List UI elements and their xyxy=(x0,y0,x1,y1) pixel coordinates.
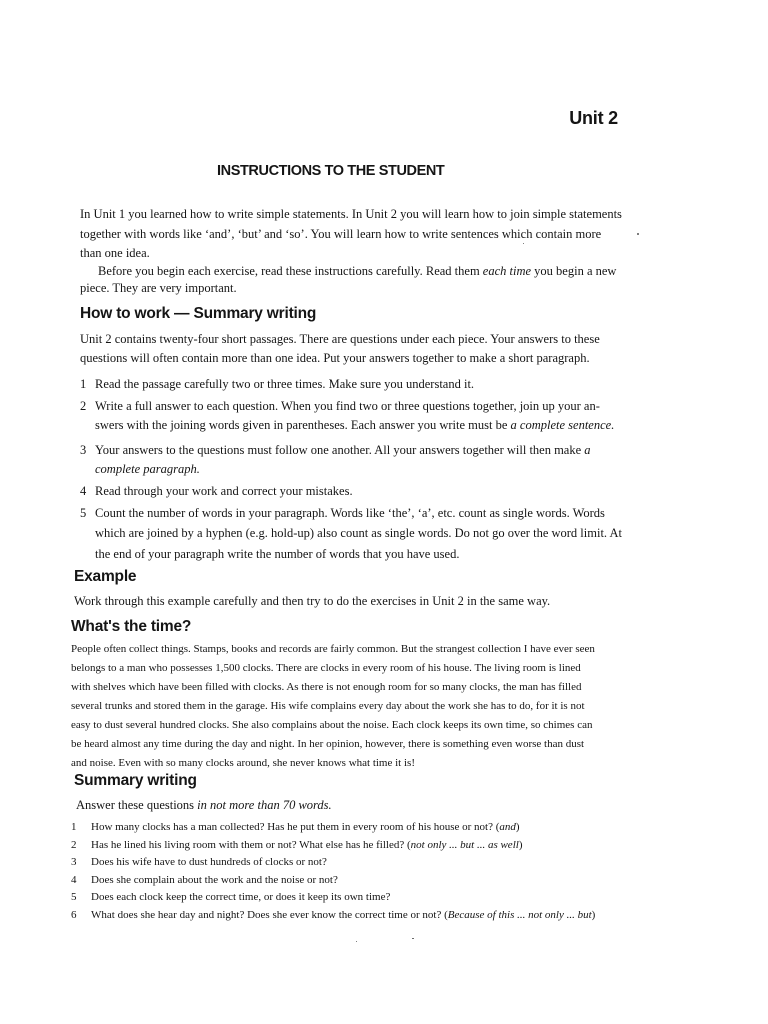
intro-line: than one idea. xyxy=(80,246,150,260)
passage-title: What's the time? xyxy=(71,618,192,635)
passage-line: with shelves which have been filled with clocks. As there is not enough room for so many clocks, the man has filled xyxy=(71,681,582,693)
list-number: 5 xyxy=(80,506,87,520)
scan-speck xyxy=(356,941,357,942)
section-heading-how-to-work: How to work — Summary writing xyxy=(80,305,317,322)
list-number: 3 xyxy=(80,443,87,457)
paragraph-line: Unit 2 contains twenty-four short passages. There are questions under each piece. Your answers to these xyxy=(80,332,600,346)
intro-line: In Unit 1 you learned how to write simple statements. In Unit 2 you will learn how to join simple statements xyxy=(80,207,622,221)
list-number: 1 xyxy=(80,377,87,391)
passage-line: belongs to a man who possesses 1,500 clocks. There are clocks in every room of his house. The living room is lined xyxy=(71,662,581,674)
paragraph-line: questions will often contain more than one idea. Put your answers together to make a short paragraph. xyxy=(80,351,590,365)
paragraph-line: Work through this example carefully and then try to do the exercises in Unit 2 in the same way. xyxy=(74,594,551,608)
section-heading-example: Example xyxy=(74,568,137,585)
passage-line: People often collect things. Stamps, books and records are fairly common. But the strangest collection I have ever seen xyxy=(71,643,595,655)
intro-line: piece. They are very important. xyxy=(80,281,237,295)
list-number: 4 xyxy=(80,484,87,498)
scan-speck xyxy=(523,243,524,244)
scan-speck xyxy=(637,233,639,235)
scan-speck xyxy=(412,938,414,939)
document-page: Unit 2 INSTRUCTIONS TO THE STUDENT In Unit 1 you learned how to write simple statements. In Unit 2 you will learn how to join simple statements together with words like ‘and’, ‘but’ and ‘so’. You will learn how to write sentences which contain more than one idea. Before you begin each exercise, read these instructions carefully. Read them each time you begin a new piece. They are very important. How to work — Summary writing Unit 2 contains twenty-four short passages. There are questions under each piece. Your answers to these questions will often contain more than one idea. Put your answers together to make a short paragraph. 1 Read the passage carefully two or three times. Make sure you understand it. 2 Write a full answer to each question. When you find two or three questions together, join up your an- swers with the joining words given in parentheses. Each answer you write must be a complete sentence. 3 Your answers to the questions must follow one another. All your answers together will then make a complete paragraph. 4 Read through your work and correct your mistakes. 5 Count the number of words in your paragraph. Words like ‘the’, ‘a’, etc. count as single words. Words which are joined by a hyphen (e.g. hold-up) also count as single words. Do not go over the word limit. At the end of your paragraph write the number of words that you have used. Example Work through this example carefully and then try to do the exercises in Unit 2 in the same way. What's the time? People often collect things. Stamps, books and records are fairly common. But the strangest collection I have ever seen belongs to a man who possesses 1,500 clocks. There are clocks in every room of his house. The living room is lined with shelves which have been filled with clocks. As there is not enough room for so many clocks, the man has filled several trunks and stored them in the garage. His wife complains every day about the work she has to do, for it is not easy to dust several hundred clocks. She also complains about the noise. Each clock keeps its own time, so chimes can be heard almost any time during the day and night. In her opinion, however, there is something even worse than dust and noise. Even with so many clocks around, she never knows what time it is! Summary writing Answer these questions in not more than 70 words. 1 How many clocks has a man collected? Has he put them in every room of his house or not? (and) 2 Has he lined his living room with them or not? What else has he filled? (not only ... but ... as well) 3 Does his wife have to dust hundreds of clocks or not? 4 Does she complain about the work and the noise or not? 5 Does each clock keep the correct time, or does it keep its own time? 6 What does she hear day and night? Does she ever know the correct time or not? (Because of this ... not only ... but) xyxy=(0,0,768,1024)
unit-title: Unit 2 xyxy=(569,108,618,128)
intro-line: together with words like ‘and’, ‘but’ and ‘so’. You will learn how to write sentences which contain more xyxy=(80,227,602,241)
intro-line: Before you begin each exercise, read these instructions carefully. Read them each time you begin a new xyxy=(98,264,617,278)
passage-line: easy to dust several hundred clocks. She also complains about the noise. Each clock keeps its own time, so chimes can xyxy=(71,719,593,731)
instructions-title: INSTRUCTIONS TO THE STUDENT xyxy=(217,163,445,179)
section-heading-summary: Summary writing xyxy=(74,772,197,789)
passage-line: be heard almost any time during the day and night. In her opinion, however, there is something even worse than dust xyxy=(71,738,585,750)
summary-instruction: Answer these questions in not more than 70 words. xyxy=(76,798,332,812)
passage-line: and noise. Even with so many clocks around, she never knows what time it is! xyxy=(71,757,415,769)
list-number: 2 xyxy=(80,399,87,413)
passage-line: several trunks and stored them in the garage. His wife complains every day about the work she has to do, for it is not xyxy=(71,700,585,712)
